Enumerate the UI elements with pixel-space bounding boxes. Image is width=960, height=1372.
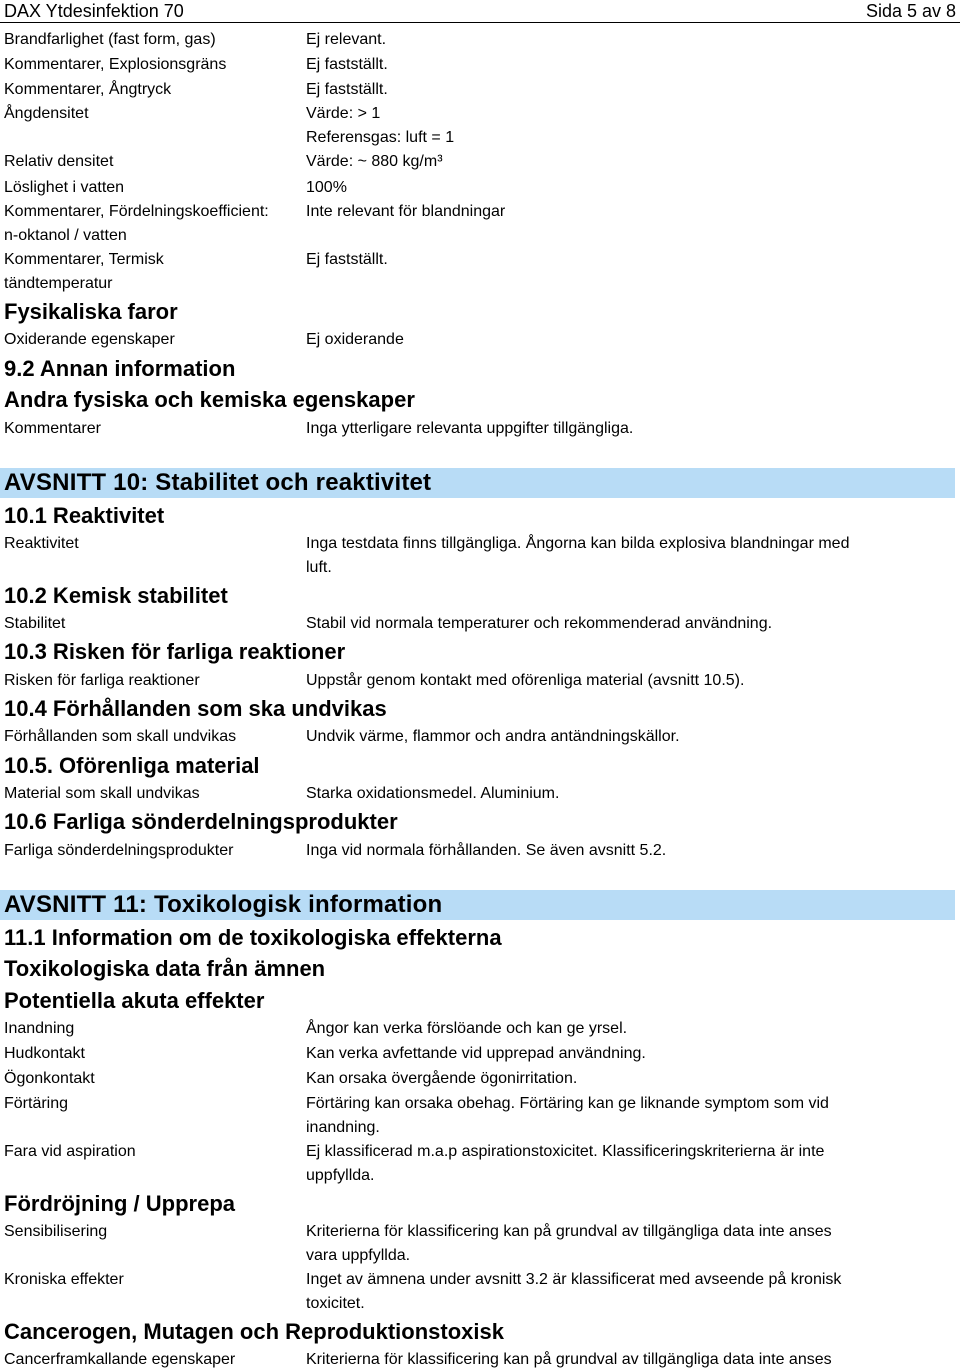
reaktivitet-value-1: Inga testdata finns tillgängliga. Ångorna kan bilda explosiva blandningar med xyxy=(306,535,850,552)
oxid-label: Oxiderande egenskaper xyxy=(4,331,175,348)
aspiration-value-1: Ej klassificerad m.a.p aspirationstoxicitet. Klassificeringskriterierna är inte xyxy=(306,1143,825,1160)
angdens-value: Värde: > 1 xyxy=(306,105,381,122)
reldens-label: Relativ densitet xyxy=(4,153,114,170)
oxid-value: Ej oxiderande xyxy=(306,331,404,348)
risken-label: Risken för farliga reaktioner xyxy=(4,672,200,689)
material-label: Material som skall undvikas xyxy=(4,785,200,802)
termisk-label-2: tändtemperatur xyxy=(4,275,113,292)
aspiration-label: Fara vid aspiration xyxy=(4,1143,136,1160)
angdens-ref: Referensgas: luft = 1 xyxy=(306,129,455,146)
sonderdelning-value: Inga vid normala förhållanden. Se även avsnitt 5.2. xyxy=(306,842,667,859)
heading-10-3: 10.3 Risken för farliga reaktioner xyxy=(4,639,346,664)
termisk-value: Ej fastställt. xyxy=(306,251,388,268)
fordel-label-2: n-oktanol / vatten xyxy=(4,227,127,244)
angtryck-label: Kommentarer, Ångtryck xyxy=(4,81,172,98)
akuta-heading: Potentiella akuta effekter xyxy=(4,988,265,1013)
expl-value: Ej fastställt. xyxy=(306,56,388,73)
kroniska-value-2: toxicitet. xyxy=(306,1295,365,1312)
risken-value: Uppstår genom kontakt med oförenliga material (avsnitt 10.5). xyxy=(306,672,745,689)
reaktivitet-label: Reaktivitet xyxy=(4,535,79,552)
annan-heading: 9.2 Annan information xyxy=(4,356,236,381)
annan-subheading: Andra fysiska och kemiska egenskaper xyxy=(4,387,415,412)
sensibilisering-label: Sensibilisering xyxy=(4,1223,108,1240)
material-value: Starka oxidationsmedel. Aluminium. xyxy=(306,785,560,802)
inandning-value: Ångor kan verka förslöande och kan ge yrsel. xyxy=(306,1020,628,1037)
fortaring-value-2: inandning. xyxy=(306,1119,380,1136)
angtryck-value: Ej fastställt. xyxy=(306,81,388,98)
cancer-value: Kriterierna för klassificering kan på grundval av tillgängliga data inte anses xyxy=(306,1351,832,1368)
expl-label: Kommentarer, Explosionsgräns xyxy=(4,56,227,73)
brand-label: Brandfarlighet (fast form, gas) xyxy=(4,31,216,48)
header-divider xyxy=(0,22,960,23)
heading-10-1: 10.1 Reaktivitet xyxy=(4,503,165,528)
komm-label: Kommentarer xyxy=(4,420,101,437)
stabilitet-value: Stabil vid normala temperaturer och rekommenderad användning. xyxy=(306,615,773,632)
cancer-label: Cancerframkallande egenskaper xyxy=(4,1351,236,1368)
inandning-label: Inandning xyxy=(4,1020,75,1037)
section-11-title: AVSNITT 11: Toxikologisk information xyxy=(4,891,443,918)
stabilitet-label: Stabilitet xyxy=(4,615,66,632)
fysikaliska-heading: Fysikaliska faror xyxy=(4,299,178,324)
reldens-value: Värde: ~ 880 kg/m³ xyxy=(306,153,443,170)
section-11-banner xyxy=(0,890,955,920)
fordrojning-heading: Fördröjning / Upprepa xyxy=(4,1191,235,1216)
heading-10-6: 10.6 Farliga sönderdelningsprodukter xyxy=(4,809,398,834)
fordel-value: Inte relevant för blandningar xyxy=(306,203,506,220)
fortaring-label: Förtäring xyxy=(4,1095,69,1112)
sonderdelning-label: Farliga sönderdelningsprodukter xyxy=(4,842,234,859)
document-title: DAX Ytdesinfektion 70 xyxy=(4,1,184,21)
heading-10-5: 10.5. Oförenliga material xyxy=(4,753,260,778)
forhallanden-value: Undvik värme, flammor och andra antändningskällor. xyxy=(306,728,680,745)
termisk-label-1: Kommentarer, Termisk xyxy=(4,251,164,268)
page-number: Sida 5 av 8 xyxy=(865,1,956,21)
section-10-title: AVSNITT 10: Stabilitet och reaktivitet xyxy=(4,469,432,496)
heading-10-4: 10.4 Förhållanden som ska undvikas xyxy=(4,696,387,721)
heading-11-1: 11.1 Information om de toxikologiska effekterna xyxy=(4,925,502,950)
komm-value: Inga ytterligare relevanta uppgifter tillgängliga. xyxy=(306,420,634,437)
sensibilisering-value-2: vara uppfyllda. xyxy=(306,1247,411,1264)
toxdata-heading: Toxikologiska data från ämnen xyxy=(4,956,326,981)
forhallanden-label: Förhållanden som skall undvikas xyxy=(4,728,237,745)
fortaring-value-1: Förtäring kan orsaka obehag. Förtäring kan ge liknande symptom som vid xyxy=(306,1095,829,1112)
hudkontakt-label: Hudkontakt xyxy=(4,1045,85,1062)
aspiration-value-2: uppfyllda. xyxy=(306,1167,375,1184)
loslighet-label: Löslighet i vatten xyxy=(4,179,125,196)
cmr-heading: Cancerogen, Mutagen och Reproduktionstoxisk xyxy=(4,1319,504,1344)
heading-10-2: 10.2 Kemisk stabilitet xyxy=(4,583,228,608)
ogonkontakt-value: Kan orsaka övergående ögonirritation. xyxy=(306,1070,578,1087)
kroniska-value-1: Inget av ämnena under avsnitt 3.2 är klassificerat med avseende på kronisk xyxy=(306,1271,842,1288)
sensibilisering-value-1: Kriterierna för klassificering kan på grundval av tillgängliga data inte anses xyxy=(306,1223,832,1240)
angdens-label: Ångdensitet xyxy=(4,105,89,122)
reaktivitet-value-2: luft. xyxy=(306,559,332,576)
loslighet-value: 100% xyxy=(306,179,347,196)
brand-value: Ej relevant. xyxy=(306,31,387,48)
ogonkontakt-label: Ögonkontakt xyxy=(4,1070,95,1087)
hudkontakt-value: Kan verka avfettande vid upprepad användning. xyxy=(306,1045,646,1062)
kroniska-label: Kroniska effekter xyxy=(4,1271,124,1288)
section-10-banner xyxy=(0,468,955,498)
fordel-label-1: Kommentarer, Fördelningskoefficient: xyxy=(4,203,269,220)
